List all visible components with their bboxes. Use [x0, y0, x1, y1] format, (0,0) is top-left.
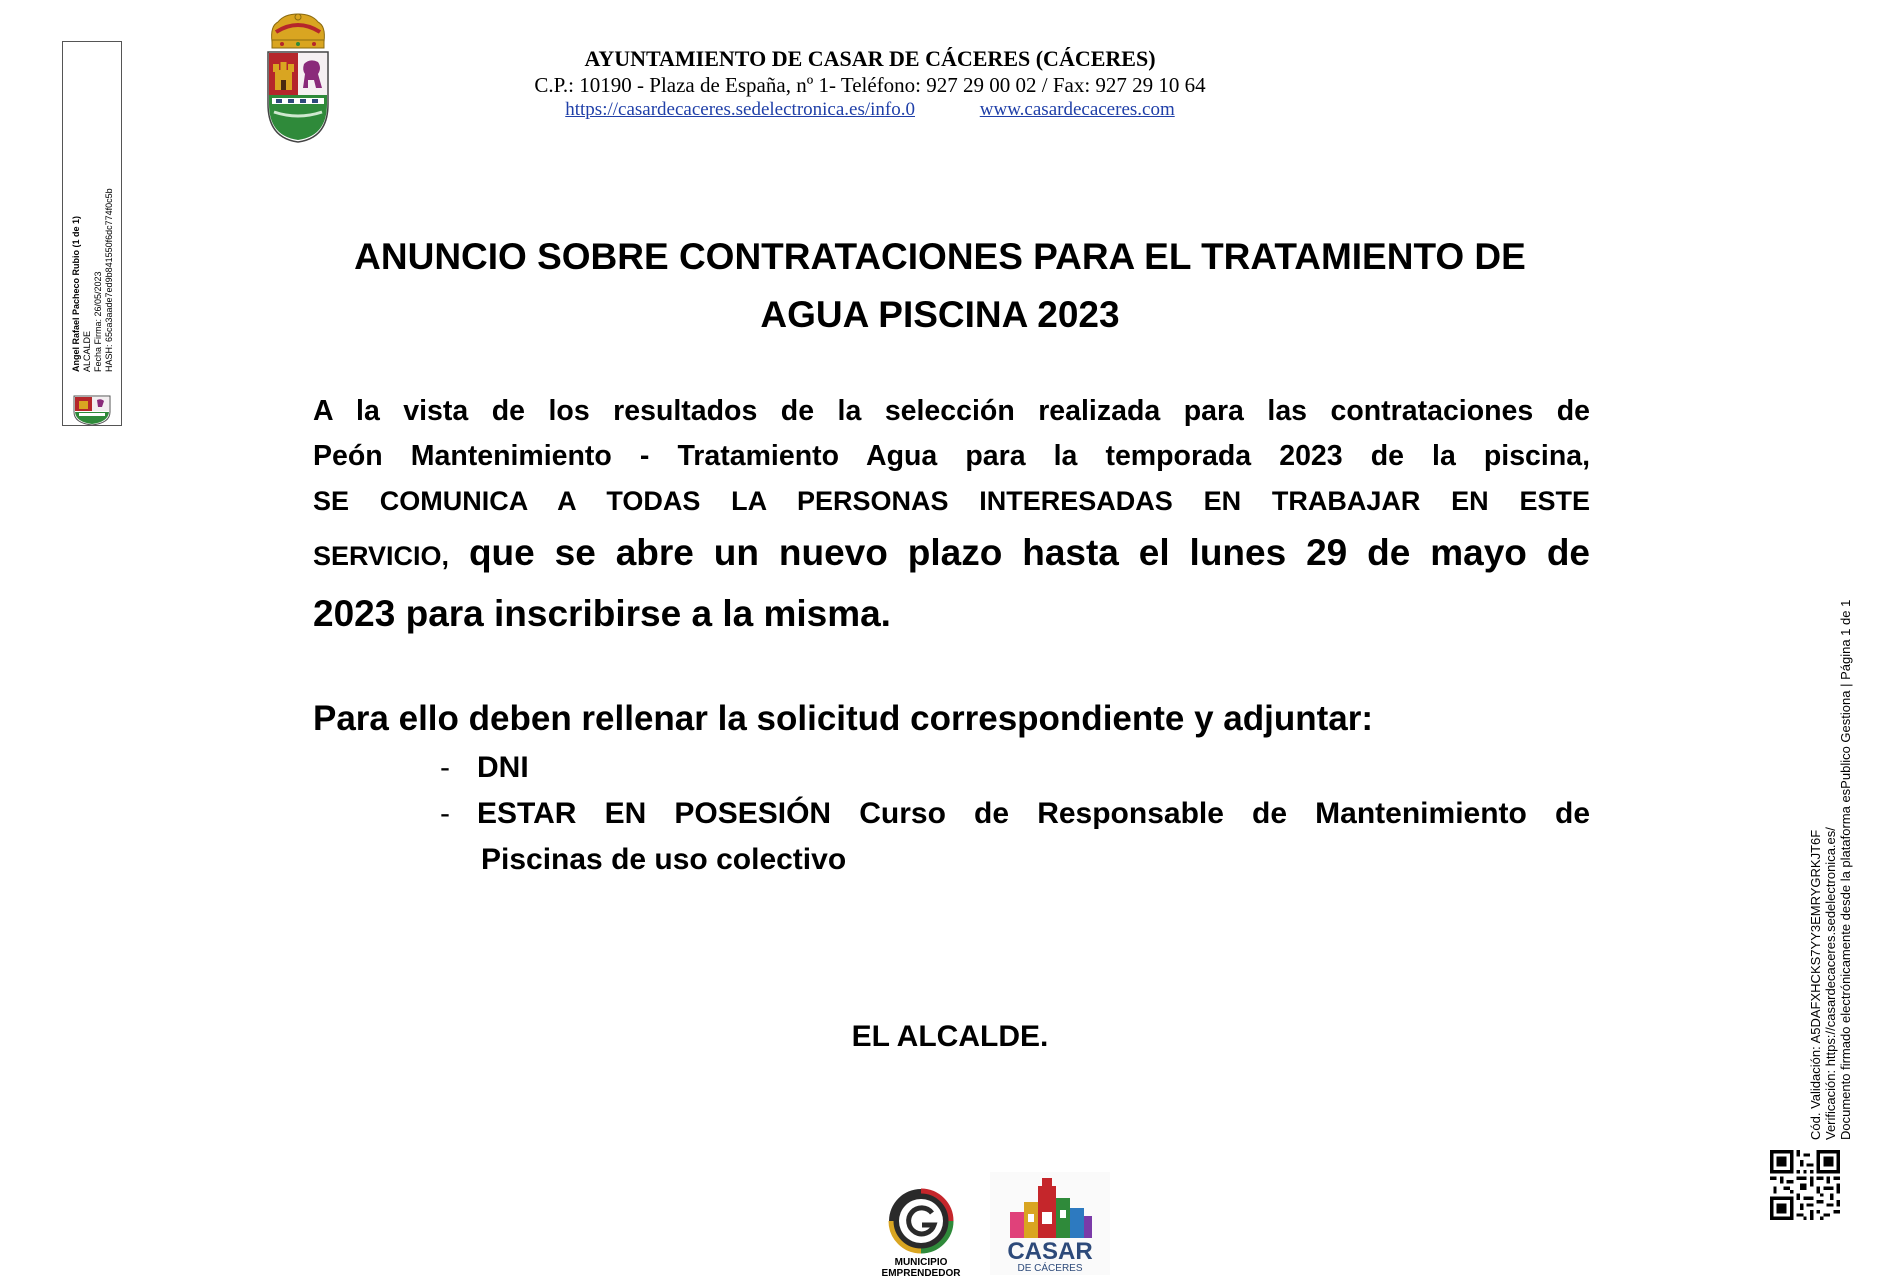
list-dash: -	[440, 751, 450, 784]
organization-name: AYUNTAMIENTO DE CASAR DE CÁCERES (CÁCERES)	[584, 46, 1156, 71]
signer-role: ALCALDE	[82, 330, 92, 372]
announcement-paragraph	[313, 389, 1590, 643]
casar-subtitle: DE CÁCERES	[1017, 1263, 1083, 1274]
platform-note: Documento firmado electrónicamente desde la plataforma esPublico Gestiona | Página 1 de 1	[1838, 599, 1853, 1140]
municipio-emprendedor-logo	[866, 1185, 976, 1279]
paragraph-line-3: SE COMUNICA A TODAS LA PERSONAS INTERESADAS EN TRABAJAR EN ESTE	[313, 486, 1590, 516]
emprendedor-label-line-2: EMPRENDEDOR	[881, 1268, 961, 1279]
requirement-strong: ESTAR EN POSESIÓN	[477, 797, 832, 830]
mayor-signature: EL ALCALDE.	[851, 1020, 1049, 1053]
requirements-intro: Para ello deben rellenar la solicitud correspondiente y adjuntar:	[313, 699, 1374, 738]
emprendedor-label	[866, 1257, 976, 1279]
casar-word: CASAR	[1007, 1238, 1093, 1265]
coat-of-arms-icon	[262, 12, 334, 144]
emprendedor-label-line-1: MUNICIPIO	[894, 1257, 948, 1268]
verification-text	[1808, 600, 1853, 1140]
small-coat-of-arms-icon	[71, 392, 113, 426]
list-item	[440, 791, 1590, 883]
sede-electronica-link[interactable]: https://casardecaceres.sedelectronica.es/info.0	[565, 99, 915, 120]
signature-stamp-text	[71, 188, 115, 372]
paragraph-line-5: 2023 para inscribirse a la misma.	[313, 593, 891, 634]
organization-links	[500, 98, 1240, 122]
requirement-dni: DNI	[477, 751, 529, 784]
signature-date: Fecha Firma: 26/05/2023	[93, 271, 103, 372]
paragraph-line-1: A la vista de los resultados de la selección realizada para las contrataciones de	[313, 395, 1590, 427]
paragraph-line-2: Peón Mantenimiento - Tratamiento Agua para la temporada 2023 de la piscina,	[313, 440, 1590, 472]
casar-de-caceres-logo	[990, 1172, 1110, 1275]
title-line-2: AGUA PISCINA 2023	[760, 294, 1120, 335]
paragraph-deadline: que se abre un nuevo plazo hasta el lunes 29 de mayo de	[449, 532, 1590, 573]
list-item	[440, 745, 1590, 791]
signature-hash: HASH: 65ca3aade7ed9b841550f6dc774f0c5b	[104, 188, 114, 372]
paragraph-line-4	[313, 524, 1590, 585]
list-dash: -	[440, 797, 450, 830]
validation-code: Cód. Validación: A5DAFXHCKS7YY3EMRYGRKJT6F	[1808, 829, 1823, 1140]
organization-address: C.P.: 10190 - Plaza de España, nº 1- Teléfono: 927 29 00 02 / Fax: 927 29 10 64	[534, 73, 1206, 97]
emprendedor-emblem-icon	[866, 1185, 976, 1255]
verification-url: Verificación: https://casardecaceres.sedelectronica.es/	[1823, 827, 1838, 1140]
requirement-course-line-1	[477, 791, 1590, 837]
paragraph-servicio: SERVICIO,	[313, 541, 450, 571]
website-link[interactable]: www.casardecaceres.com	[979, 99, 1175, 120]
requirement-course: Curso de Responsable de Mantenimiento de	[831, 797, 1590, 830]
requirements-list	[440, 745, 1590, 883]
requirement-course-line-2: Piscinas de uso colectivo	[481, 843, 847, 876]
signer-name: Angel Rafael Pacheco Rubio (1 de 1)	[71, 215, 81, 372]
document-title	[300, 228, 1580, 344]
qr-code-icon	[1770, 1150, 1840, 1220]
title-line-1: ANUNCIO SOBRE CONTRATACIONES PARA EL TRATAMIENTO DE	[354, 236, 1526, 277]
signature-stamp	[62, 41, 122, 426]
document-header	[500, 46, 1240, 122]
casar-skyline-icon	[990, 1172, 1110, 1240]
